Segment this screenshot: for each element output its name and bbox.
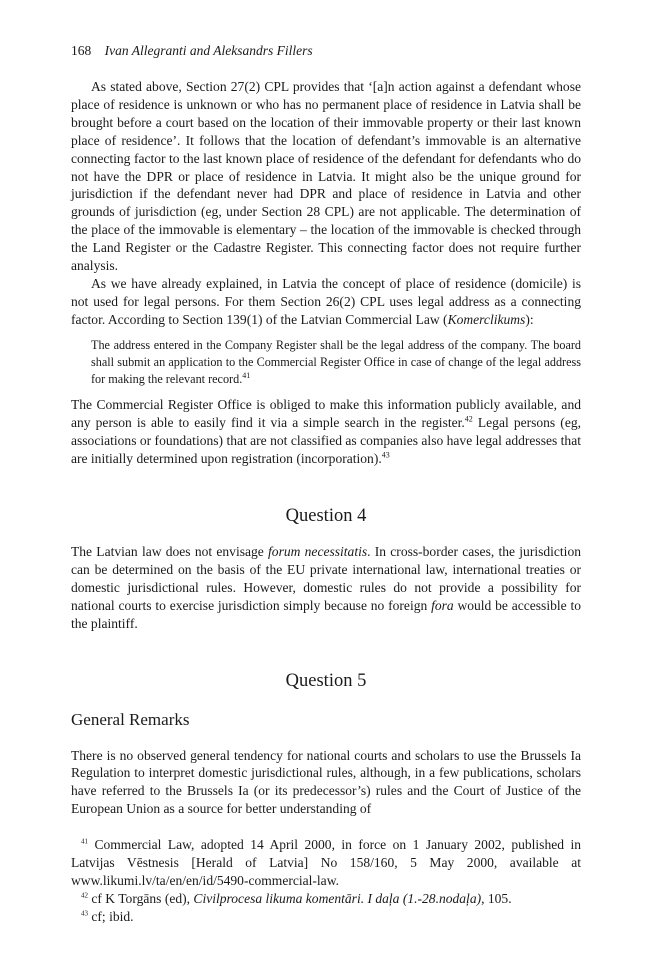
running-head-authors: Ivan Allegranti and Aleksandrs Fillers bbox=[104, 43, 313, 58]
footnote-42: $^{42}$ cf K Torgāns (ed), Civilprocesa likuma komentāri. I daļa (1.-28.nodaļa), 105. bbox=[81, 890, 512, 906]
paragraph-register-office: The Commercial Register Office is obliged to make this information publicly available, and any person is able to easily find it via a simple search in the register.$^{42}$ Legal persons (eg, associations or foundations) that are not classified as companies also have legal addresses that are initially determined upon registration (incorporation).$^{43}$ bbox=[71, 397, 581, 467]
body-text bbox=[71, 78, 581, 818]
paragraph-section-27: As stated above, Section 27(2) CPL provides that ‘[a]n action against a defendant whose place of residence is unknown or who has no permanent place of residence in Latvia shall be brought before a court based on the location of their immovable property or their last known place of residence’. It follows that the location of defendant’s immovable is an alternative connecting factor to the last known place of residence of the defendant for defendants who do not have the DPR or place of residence in Latvia. It might also be the unique ground for jurisdiction if the defendant never had DPR and place of residence in Latvia and other grounds of jurisdiction (eg, under Section 28 CPL) are not applicable. The determination of the place of the immovable is elementary – the location of the immovable is checked through the Land Register or the Cadastre Register. This connecting factor does not require further analysis. bbox=[71, 79, 581, 274]
paragraph-general-remarks: There is no observed general tendency for national courts and scholars to use the Brussels Ia Regulation to interpret domestic jurisdictional rules, although, in a few publications, scholars have referred to the Brussels Ia (or its predecessor’s) rules and the Court of Justice of the European Union as a source for better understanding of bbox=[71, 747, 581, 817]
footnote-43: $^{43}$ cf; ibid. bbox=[81, 908, 134, 924]
heading-question-5: Question 5 bbox=[285, 670, 367, 691]
page-number: 168 bbox=[71, 43, 92, 58]
block-quote-commercial-law: The address entered in the Company Register shall be the legal address of the company. The board shall submit an application to the Commercial Register Office in case of change of the legal address for making the relevant record.$^{41}$ bbox=[91, 337, 581, 386]
paragraph-question-4: The Latvian law does not envisage forum necessitatis. In cross-border cases, the jurisdiction can be determined on the basis of the EU private international law, international treaties or domestic jurisdictional rules. However, domestic rules do not provide a possibility for national courts to exercise jurisdiction simply because no foreign fora would be accessible to the plaintiff. bbox=[71, 544, 581, 631]
paragraph-legal-address: As we have already explained, in Latvia the concept of place of residence (domicile) is not used for legal persons. For them Section 26(2) CPL uses legal address as a connecting factor. According to Section 139(1) of the Latvian Commercial Law (Komerclikums): bbox=[71, 275, 581, 327]
heading-question-4: Question 4 bbox=[285, 506, 367, 527]
footnote-ref-43[interactable]: 43 bbox=[381, 450, 390, 460]
footnote-ref-42[interactable]: 42 bbox=[464, 414, 473, 424]
subheading-general-remarks: General Remarks bbox=[71, 709, 190, 729]
running-head bbox=[71, 43, 581, 59]
footnote-ref-41[interactable]: 41 bbox=[242, 370, 251, 380]
footnote-41: $^{41}$ Commercial Law, adopted 14 April 2000, in force on 1 January 2002, published in Latvijas Vēstnesis [Herald of Latvia] No 158/160, 5 May 2000, available at www.likumi.lv/ta/en/en/id/5490-commercial-law. bbox=[71, 837, 581, 888]
footnotes bbox=[71, 836, 581, 926]
